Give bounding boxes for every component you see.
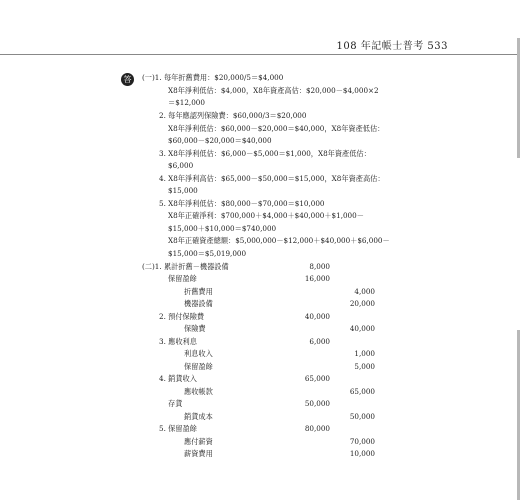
- journal-credit: 20,000: [349, 299, 375, 308]
- part1-line: X8年淨利低估：$4,000，X8年資產高估：$20,000－$4,000×2: [168, 86, 379, 95]
- journal-debit: 6,000: [309, 337, 330, 346]
- part1-line: $15,000: [168, 186, 198, 195]
- journal-credit: 40,000: [349, 324, 375, 333]
- part1-line: $60,000－$20,000＝$40,000: [168, 136, 272, 145]
- journal-account: 應付薪資: [184, 437, 213, 446]
- journal-debit: 50,000: [304, 399, 330, 408]
- journal-account: 保留盈餘: [168, 274, 197, 283]
- part1-line: $6,000: [168, 161, 194, 170]
- journal-account: 應收帳款: [184, 387, 213, 396]
- journal-account: 4. 銷貨收入: [159, 374, 197, 383]
- journal-debit: 65,000: [304, 374, 330, 383]
- journal-debit: 16,000: [304, 274, 330, 283]
- journal-account: 薪資費用: [184, 449, 213, 458]
- journal-credit: 10,000: [349, 449, 375, 458]
- journal-account: 2. 預付保險費: [159, 312, 205, 321]
- journal-account: 機器設備: [184, 299, 213, 308]
- journal-account: 保留盈餘: [184, 362, 213, 371]
- part1-line: ＝$12,000: [168, 98, 205, 107]
- journal-debit: 8,000: [309, 262, 330, 271]
- journal-credit: 50,000: [349, 412, 375, 421]
- journal-debit: 80,000: [304, 424, 330, 433]
- journal-account: 存貨: [168, 399, 183, 408]
- part1-line: X8年正確淨利：$700,000＋$4,000＋$40,000＋$1,000－: [168, 211, 364, 220]
- part1-line: 2. 每年應認列保險費：$60,000/3＝$20,000: [159, 111, 307, 120]
- journal-credit: 1,000: [354, 349, 375, 358]
- part1-line: 3. X8年淨利低估：$6,000－$5,000＝$1,000，X8年資產低估：: [159, 149, 371, 158]
- journal-account: 5. 保留盈餘: [159, 424, 197, 433]
- journal-account: 銷貨成本: [184, 412, 213, 421]
- journal-account: 利息收入: [184, 349, 213, 358]
- journal-account: 折舊費用: [184, 287, 213, 296]
- part1-line: 5. X8年淨利低估：$80,000－$70,000＝$10,000: [159, 199, 325, 208]
- header-rule: [0, 54, 520, 55]
- page-header: 108 年記帳士普考 533: [336, 41, 448, 52]
- journal-credit: 70,000: [349, 437, 375, 446]
- journal-credit: 5,000: [354, 362, 375, 371]
- journal-account: 保險費: [184, 324, 206, 333]
- answer-badge-icon: 答: [121, 73, 134, 86]
- part1-line: X8年淨利低估：$60,000－$20,000＝$40,000，X8年資產低估：: [168, 124, 385, 133]
- journal-account: (二)1. 累計折舊－機器設備: [142, 262, 229, 271]
- part1-line: 4. X8年淨利高估：$65,000－$50,000＝$15,000，X8年資產高估：: [159, 174, 385, 183]
- part1-line: X8年正確資產總額：$5,000,000－$12,000＋$40,000＋$6,000－: [168, 236, 390, 245]
- journal-debit: 40,000: [304, 312, 330, 321]
- part1-line: $15,000＝$5,019,000: [168, 249, 247, 258]
- part1-line: $15,000＋$10,000＝$740,000: [168, 224, 277, 233]
- journal-credit: 65,000: [349, 387, 375, 396]
- journal-credit: 4,000: [354, 287, 375, 296]
- journal-account: 3. 應收利息: [159, 337, 197, 346]
- part1-line: (一)1. 每年折舊費用：$20,000/5＝$4,000: [142, 73, 284, 82]
